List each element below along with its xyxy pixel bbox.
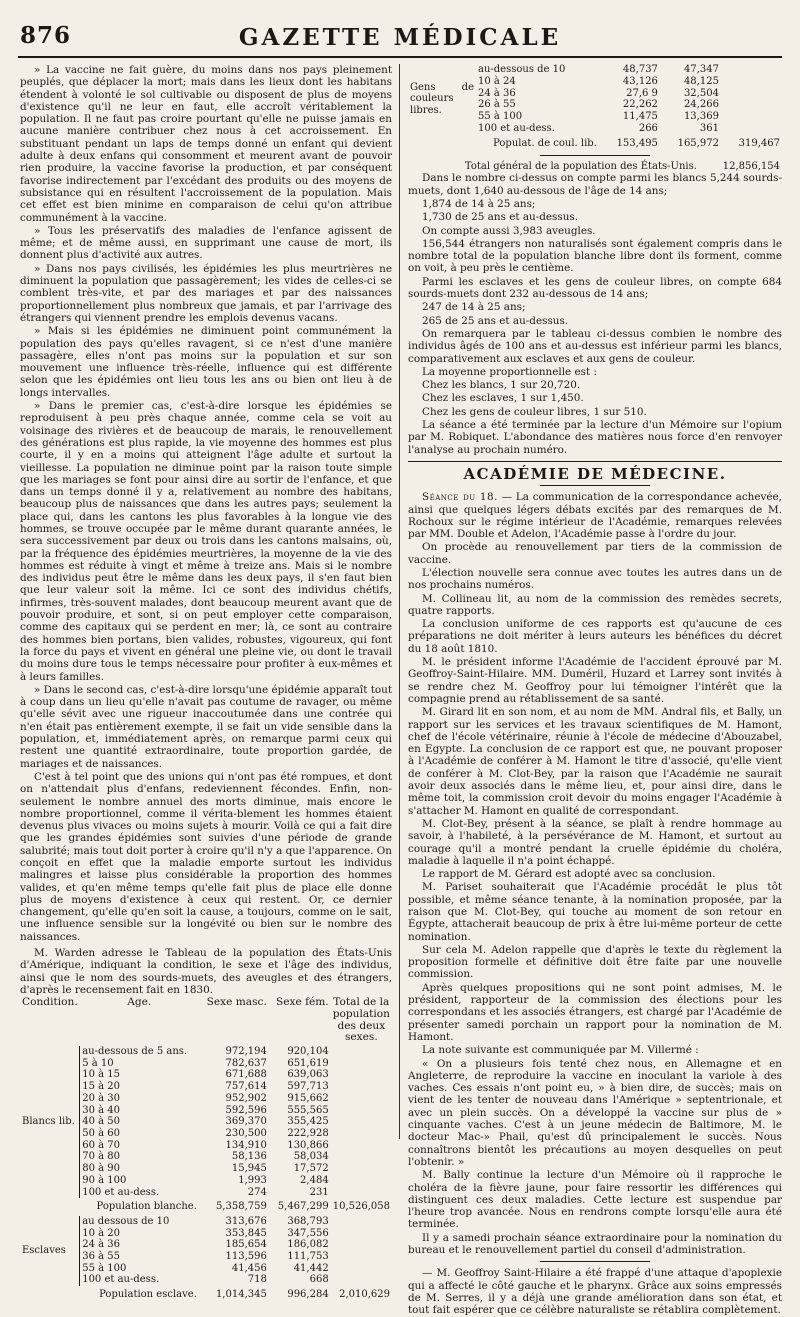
paragraph: 156,544 étrangers non naturalisés sont également compris dans le nombre total de la population blanche libre dont ils forment, comme on voit, à peu près le centième. <box>408 237 782 275</box>
paragraph: 1,874 de 14 à 25 ans; <box>422 197 536 210</box>
paragraph: L'élection nouvelle sera connue avec toutes les autres dans un de nos prochains numéros. <box>408 566 782 592</box>
age-cell: 36 à 55 <box>80 1251 199 1263</box>
paragraph: M. Girard lit en son nom, et au nom de MM. Andral fils, et Bally, un rapport sur les services et les travaux scientifiques de M. Hamont, chef de l'école vétérinaire, réunie à l'école de médecine d'Abouzabel, en Egypte. La conclusion de ce rapport est que, ne pouvant proposer à l'Académie de conférer à M. Hamont le titre d'associé, qu'elle vient de conférer à M. Clot-Bey, par la raison que l'Académie ne saurait avoir deux associés dans le même lieu, et, pour ainsi dire, dans le même toit, la commission croit devoir du moins engager l'Académie à s'attacher M. Hamont en qualité de correspondant. <box>408 706 782 817</box>
grand-total-value: 12,856,154 <box>722 160 780 172</box>
column-divider <box>399 64 400 1139</box>
empty-cell <box>331 1128 392 1140</box>
seance-text: — La communication de la correspondance achevée, ainsi que quelques légers débats excités par des remarques de M. Rochoux sur le régime intérieur de l'Académie, remarques relevées par MM. Double et Adelon, l'Académie passe à l'ordre du jour. <box>408 491 782 541</box>
paragraph: M. Collineau lit, au nom de la commission des remèdes secrets, quatre rapports. <box>408 592 782 617</box>
age-cell: au-dessous de 10 <box>478 64 566 75</box>
masc-cell: 48,737 <box>622 64 658 75</box>
paragraph: 247 de 14 à 25 ans; <box>422 301 526 314</box>
empty-cell <box>331 1140 392 1152</box>
age-cell: 30 à 40 <box>80 1105 199 1117</box>
age-cell: au dessous de 10 <box>80 1216 199 1228</box>
paragraph: » Mais si les épidémies ne diminuent point communément la population des pays qu'elles ravagent, si ce n'est d'une manière passagère, elles n'ont pas moins sur la population et sur son mouvement une influence très-réelle, influence qui est différente selon que les épidémies ont lieu tous les ans ou bien ont lieu à de longs intervalles. <box>20 325 392 399</box>
age-cell: 100 et au-dess. <box>80 1187 199 1199</box>
fem-cell: 32,504 <box>683 87 719 99</box>
paragraph: La moyenne proportionnelle est : <box>422 365 597 378</box>
age-cell: 70 à 80 <box>80 1151 199 1163</box>
population-table <box>20 997 392 1304</box>
right-column <box>408 64 782 1317</box>
empty-cell <box>721 111 782 123</box>
empty-cell <box>331 1116 392 1128</box>
empty-cell <box>721 99 782 111</box>
age-cell: 60 à 70 <box>80 1140 199 1152</box>
masc-cell: 27,6 9 <box>626 87 658 99</box>
age-cell: 5 à 10 <box>80 1058 199 1070</box>
divider <box>540 1261 650 1262</box>
grand-total <box>408 161 782 173</box>
fem-cell: 355,425 <box>287 1116 329 1128</box>
paragraph: » Dans nos pays civilisés, les épidémies les plus meurtrières ne diminuent la population que passagèrement; les vides de celles-ci se comblent très-vite, et par des mariages et par des naissances proportionnellement plus nombreux que jamais, et par l'arrivage des étrangers qui viennent prendre les emplois devenus vacans. <box>20 262 392 324</box>
section-title: ACADÉMIE DE MÉDECINE. <box>463 464 727 483</box>
paragraph: » Dans le second cas, c'est-à-dire lorsqu'une épidémie apparaît tout à coup dans un lieu qu'elle n'avait pas coutume de ravager, ou même qu'elle sévit avec une rigueur inaccoutumée dans une contrée qui n'en était pas entièrement exempte, il se fait un vide sensible dans la population, et, immédiatement après, on remarque parmi ceux qui restent une quantité extraordinaire, toute proportion gardée, de mariages et de naissances. <box>20 683 392 770</box>
masc-cell: 266 <box>638 122 658 134</box>
fem-cell: 41,442 <box>293 1262 329 1274</box>
empty-cell <box>331 1069 392 1081</box>
blancs-group <box>20 1046 392 1198</box>
fem-cell: 17,572 <box>293 1163 329 1175</box>
condition-label: Blancs lib. <box>22 1116 75 1128</box>
fem-cell: 186,082 <box>287 1239 329 1251</box>
age-cell: 55 à 100 <box>80 1263 199 1275</box>
empty-cell <box>331 1251 392 1263</box>
total-label: Population blanche. <box>96 1201 197 1213</box>
masc-cell: 134,910 <box>225 1139 267 1151</box>
empty-cell <box>331 1274 392 1286</box>
section-divider <box>408 461 782 462</box>
paragraph: Chez les gens de couleur libres, 1 sur 510. <box>422 405 647 418</box>
table-header: Total de la population des deux sexes. <box>332 996 391 1044</box>
masc-cell: 718 <box>247 1274 267 1286</box>
journal-title: GAZETTE MÉDICALE <box>238 24 562 51</box>
total-fem: 5,467,299 <box>277 1201 329 1213</box>
paragraph: » Tous les préservatifs des maladies de l'enfance agissent de même; et de même aussi, en supprimant une cause de mort, ils donnent plus d'activité aux autres. <box>20 224 392 262</box>
table-row <box>20 1216 392 1228</box>
fem-cell: 231 <box>309 1186 329 1198</box>
total-both: 10,526,058 <box>332 1201 390 1213</box>
paragraph: M. Clot-Bey, présent à la séance, se plaît à rendre hommage au savoir, à l'habileté, à la persévérance de M. Hamont, et surtout au courage qu'il a montré pendant la cruelle épidémie du choléra, maladie à laquelle il n'a point échappé. <box>408 817 782 867</box>
paragraph: Après quelques propositions qui ne sont point admises, M. le président, rapporteur de la commission des élections pour les correspondans et les associés étrangers, est chargé par l'Académie de présenter samedi porchain un rapport pour la nomination de M. Hamont. <box>408 981 782 1043</box>
empty-cell <box>331 1263 392 1275</box>
masc-cell: 274 <box>247 1186 267 1198</box>
age-cell: 10 à 20 <box>80 1228 199 1240</box>
fem-cell: 597,713 <box>287 1081 329 1093</box>
paragraph: » Dans le premier cas, c'est-à-dire lorsque les épidémies se reproduisent à peu près chaque année, comme cela se voit au voisinage des rivières et de beaucoup de marais, le renouvellement des générations est plus rapide, la vie moyenne des hommes est plus courte, il y en a moins qui atteignent l'âge adulte et surtout la vieillesse. La population ne diminue point par la raison toute simple que les mariages se font pour ainsi dire au sortir de l'enfance, et que dans un temps donné il y a, relativement au nombre des habitans, beaucoup plus de naissances que dans les autres pays; seulement la place qui, dans les cantons les plus favorables à la longue vie des hommes, se trouve occupée par le même durant quarante années, le sera successivement par deux ou trois dans les cantons malsains, où, par la fréquence des épidémies meurtrières, la moyenne de la vie des hommes est réduite à vingt et même à treize ans. Mais si le nombre des individus peut être le même dans les deux pays, il s'en faut bien que leur valeur soit la même. Ici ce sont des individus chétifs, infirmes, très-souvent malades, dont beaucoup meurent avant que de pouvoir produire, et sont, si on peut employer cette comparaison, comme des capitaux qui se perdent en mer; là, ce sont au contraire des hommes bien portans, bien valides, robustes, vigoureux, qui font la force du pays et vivent en général une pleine vie, ou dont le travail du moins dure tous le temps nécessaire pour profiter à eux-mêmes et à leurs familles. <box>20 400 392 683</box>
masc-cell: 592,596 <box>225 1104 267 1116</box>
masc-cell: 369,370 <box>225 1116 267 1128</box>
paragraph: 1,730 de 25 ans et au-dessus. <box>422 211 579 224</box>
age-cell: 100 et au-dess. <box>80 1274 199 1286</box>
grand-total-row <box>408 161 782 173</box>
empty-cell <box>721 123 782 135</box>
academie-text <box>408 541 782 1256</box>
seance-paragraph <box>408 491 782 540</box>
table-header: Age. <box>127 996 152 1009</box>
table-header: Sexe masc. <box>206 996 267 1009</box>
gens-de-couleur-table <box>408 64 782 150</box>
age-cell: au-dessous de 5 ans. <box>80 1046 199 1058</box>
table-header: Condition. <box>22 996 78 1009</box>
fem-cell: 668 <box>309 1274 329 1286</box>
empty-cell <box>331 1239 392 1251</box>
grand-total-label: Total général de la population des États-Unis. <box>464 160 697 172</box>
paragraph: M. le président informe l'Académie de l'accident éprouvé par M. Geoffroy-Saint-Hilaire. MM. Duméril, Huzard et Larrey sont invités à se rendre chez M. Geoffroy pour lui témoigner l'intérêt que la compagnie prend au rétablissement de sa santé. <box>408 656 782 705</box>
fem-cell: 48,125 <box>683 75 719 87</box>
age-cell: 10 à 24 <box>478 75 516 87</box>
age-cell: 80 à 90 <box>80 1163 199 1175</box>
after-table-text <box>408 172 782 456</box>
fem-cell: 24,266 <box>683 99 719 111</box>
paragraph: Parmi les esclaves et les gens de couleur libres, on compte 684 sourds-muets dont 232 au-dessous de 14 ans; <box>408 275 782 301</box>
fem-cell: 361 <box>699 122 719 134</box>
table-header: Sexe fém. <box>275 996 329 1009</box>
fem-cell: 651,619 <box>287 1057 329 1069</box>
condition-label: Esclaves <box>22 1245 66 1257</box>
esclaves-total-row <box>20 1286 392 1304</box>
total-fem: 996,284 <box>287 1289 329 1301</box>
total-label: Populat. de coul. lib. <box>493 137 597 149</box>
paragraph: Chez les blancs, 1 sur 20,720. <box>422 379 581 392</box>
total-masc: 1,014,345 <box>215 1289 267 1301</box>
paragraph: M. Pariset souhaiterait que l'Académie procédât le plus tôt possible, et même séance tenante, à la nomination proposée, par la raison que M. Clot-Bey, qui touche au moment de son retour en Égypte, attacherait beaucoup de prix à être lui-même porteur de cette nomination. <box>408 881 782 943</box>
fem-cell: 47,347 <box>683 64 719 75</box>
total-both: 2,010,629 <box>339 1289 390 1301</box>
empty-cell <box>331 1105 392 1117</box>
page-header <box>18 18 782 58</box>
empty-cell <box>331 1046 392 1058</box>
divider <box>540 485 650 486</box>
warden-intro: M. Warden adresse le Tableau de la population des États-Unis d'Amérique, indiquant la condition, le sexe et l'âge des individus, ainsi que le nom des sourds-muets, des aveugles et des étrangers, d'après le recensement fait en 1830. <box>20 947 392 996</box>
masc-cell: 43,126 <box>622 75 658 87</box>
seance-lead: Séance du 18. <box>422 491 498 504</box>
empty-cell <box>721 88 782 100</box>
paragraph: 265 de 25 ans et au-dessus. <box>422 314 569 327</box>
table-row <box>20 1046 392 1058</box>
total-fem: 165,972 <box>677 137 719 149</box>
empty-cell <box>721 64 782 76</box>
fem-cell: 13,369 <box>683 111 719 123</box>
fem-cell: 347,556 <box>287 1227 329 1239</box>
masc-cell: 22,262 <box>622 99 658 111</box>
empty-cell <box>331 1228 392 1240</box>
empty-cell <box>331 1216 392 1228</box>
empty-cell <box>331 1058 392 1070</box>
masc-cell: 113,596 <box>225 1251 267 1263</box>
fem-cell: 368,793 <box>287 1215 329 1227</box>
age-cell: 24 à 36 <box>80 1239 199 1251</box>
fem-cell: 2,484 <box>300 1174 329 1186</box>
masc-cell: 671,688 <box>225 1069 267 1081</box>
total-both: 319,467 <box>738 137 780 149</box>
masc-cell: 757,614 <box>225 1081 267 1093</box>
gens-total-row <box>408 135 782 150</box>
fem-cell: 915,662 <box>287 1092 329 1104</box>
masc-cell: 1,993 <box>238 1174 267 1186</box>
paragraph: Chez les esclaves, 1 sur 1,450. <box>422 392 584 405</box>
age-cell: 100 et au-dess. <box>478 122 555 134</box>
paragraph: M. Bally continue la lecture d'un Mémoire où il rapproche le choléra de la fièvre jaune, pour faire ressortir les différences qui distinguent ces deux maladies. Cette lecture est suspendue par l'heure trop avancée. Nous en rendrons compte lorsqu'elle aura été terminée. <box>408 1169 782 1231</box>
empty-cell <box>331 1175 392 1187</box>
blancs-total-row <box>20 1198 392 1216</box>
masc-cell: 952,902 <box>225 1092 267 1104</box>
empty-cell <box>331 1163 392 1175</box>
paragraph: « On a plusieurs fois tenté chez nous, en Allemagne et en Angleterre, de reproduire la vaccine en inoculant la variole à des vaches. Ces essais n'ont point eu, » à bien dire, de succès; mais on vient de les tenter de nouveau dans l'Amérique » septentrionale, et avec un plein succès. On a développé la vaccine sur plus de » cinquante vaches. C'est à un jeune médecin de Baltimore, M. le docteur Mac-» Phail, qu'est dû principalement le succès. Nous connaîtrons bientôt les précautions au moyen desquelles on peut l'obtenir. » <box>408 1057 782 1168</box>
divider <box>540 155 650 156</box>
fem-cell: 130,866 <box>287 1139 329 1151</box>
empty-cell <box>331 1151 392 1163</box>
masc-cell: 185,654 <box>225 1239 267 1251</box>
masc-cell: 41,456 <box>231 1262 267 1274</box>
empty-cell <box>331 1093 392 1105</box>
age-cell: 26 à 55 <box>478 99 516 111</box>
empty-cell <box>331 1081 392 1093</box>
masc-cell: 353,845 <box>225 1227 267 1239</box>
age-cell: 24 à 36 <box>478 87 516 99</box>
paragraph: On remarquera par le tableau ci-dessus combien le nombre des individus âgés de 100 ans et au-dessus est inférieur parmi les blancs, comparativement aux esclaves et aux gens de couleur. <box>408 327 782 365</box>
paragraph: La conclusion uniforme de ces rapports est qu'aucune de ces préparations ne doit mériter à leurs auteurs les bénéfices du décret du 18 août 1810. <box>408 618 782 655</box>
age-cell: 40 à 50 <box>80 1116 199 1128</box>
esclaves-group <box>20 1216 392 1286</box>
fem-cell: 58,034 <box>293 1151 329 1163</box>
fem-cell: 639,063 <box>287 1069 329 1081</box>
masc-cell: 230,500 <box>225 1128 267 1139</box>
masc-cell: 782,637 <box>225 1057 267 1069</box>
paragraph: Dans le nombre ci-dessus on compte parmi les blancs 5,244 sourds-muets, dont 1,640 au-dessous de l'âge de 14 ans; <box>408 172 782 197</box>
total-masc: 5,358,759 <box>215 1201 267 1213</box>
page-number: 876 <box>20 22 72 49</box>
empty-cell <box>331 1187 392 1199</box>
fem-cell: 555,565 <box>287 1104 329 1116</box>
age-cell: 15 à 20 <box>80 1081 199 1093</box>
table-header-row <box>20 997 392 1046</box>
paragraph: Il y a samedi prochain séance extraordinaire pour la nomination du bureau et le renouvellement partiel du conseil d'administration. <box>408 1231 782 1257</box>
paragraph: Sur cela M. Adelon rappelle que d'après le texte du règlement la proposition formelle et définitive doit être faite par une nouvelle commission. <box>408 943 782 981</box>
condition-label: Gens de couleurs libres. <box>410 81 474 117</box>
fem-cell: 920,104 <box>287 1046 329 1058</box>
masc-cell: 972,194 <box>225 1046 267 1058</box>
age-cell: 50 à 60 <box>80 1128 199 1140</box>
gens-group <box>408 64 782 135</box>
age-cell: 90 à 100 <box>80 1175 199 1187</box>
age-cell: 55 à 100 <box>478 111 523 123</box>
table-row <box>408 64 782 76</box>
age-cell: 10 à 15 <box>80 1069 199 1081</box>
paragraph: La note suivante est communiquée par M. Villermé : <box>422 1044 699 1057</box>
paragraph: On compte aussi 3,983 aveugles. <box>422 224 596 237</box>
fem-cell: 222,928 <box>287 1128 329 1139</box>
paragraph: Le rapport de M. Gérard est adopté avec sa conclusion. <box>422 868 716 881</box>
masc-cell: 11,475 <box>622 111 658 123</box>
paragraph: » La vaccine ne fait guère, du moins dans nos pays pleinement peuplés, que déplacer la mort; mais dans les lieux dont les habitans étendent à volonté le sol cultivable ou disposent de plus de moyens d'existence qu'il ne leur en faut, elle accroît véritablement la population. Il ne faut pas croire pourtant qu'elle ne puisse jamais en aucune manière contribuer chez nous à cet accroissement. En substituant pendant un laps de temps donné un enfant qui devient adulte à deux enfans qui consomment et meurent avant de pouvoir rien produire, la vaccine favorise la production, et par conséquent favorise indirectement par l'excédant des produits ou des moyens de subsistance qui en résultent l'accroissement de la population. Mais cet effet est bien minime en comparaison de celui qu'on attribue communément à la vaccine. <box>20 64 392 224</box>
empty-cell <box>721 76 782 88</box>
paragraph: C'est à tel point que des unions qui n'ont pas été rompues, et dont on n'attendait plus d'enfans, redeviennent fécondes. Enfin, non-seulement le nombre annuel des morts diminue, mais encore le nombre proportionnel, comme il vérita-blement les hommes étaient devenus plus vivaces ou moins sujets à mourir. Voilà ce qui a fait dire que les grandes épidémies sont suivies d'une période de grande salubrité; mais tout doit porter à croire qu'il n'y a que l'apparence. On conçoit en effet que la maladie emporte surtout les individus malingres et laisse plus considérable la proportion des hommes valides, et qu'en même temps qu'elle fait plus de place elle donne plus de moyens d'existence à ceux qui restent. Or, ce dernier changement, qu'elle qu'en soit la cause, a toujours, comme on le sait, une influence sensible sur la longévité ou bien sur le nombre des naissances. <box>20 770 392 943</box>
masc-cell: 313,676 <box>225 1215 267 1227</box>
masc-cell: 58,136 <box>231 1151 267 1163</box>
fem-cell: 111,753 <box>287 1251 329 1263</box>
paragraph: La séance a été terminée par la lecture d'un Mémoire sur l'opium par M. Robiquet. L'abondance des matières nous force d'en renvoyer l'analyse au prochain numéro. <box>408 419 782 456</box>
masc-cell: 15,945 <box>231 1163 267 1175</box>
left-column <box>20 64 392 1301</box>
total-label: Population esclave. <box>99 1289 197 1301</box>
age-cell: 20 à 30 <box>80 1093 199 1105</box>
final-paragraph: — M. Geoffroy Saint-Hilaire a été frappé d'une attaque d'apoplexie qui a affecté le côté gauche et le pharynx. Grâce aux soins empressés de M. Serres, il y a déjà une grande amélioration dans son état, et tout fait espérer que ce célèbre naturaliste se rétablira complètement. <box>408 1267 782 1317</box>
paragraph: On procède au renouvellement par tiers de la commission de vaccine. <box>408 541 782 566</box>
total-masc: 153,495 <box>616 137 658 149</box>
